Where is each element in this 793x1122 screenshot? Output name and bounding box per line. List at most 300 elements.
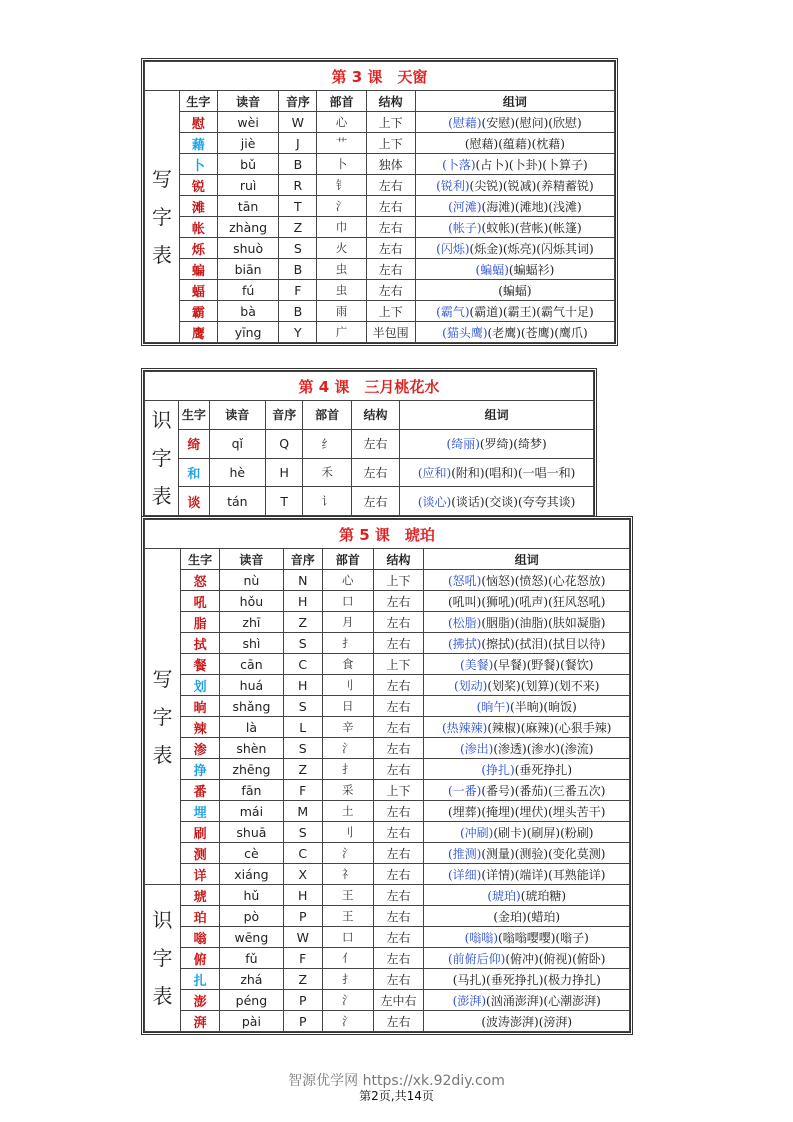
table-row — [145, 843, 630, 864]
character-cell: 和 — [179, 458, 209, 487]
character-cell: 烁 — [179, 238, 217, 259]
word-combinations-cell — [400, 487, 594, 516]
word-combinations-cell — [415, 301, 614, 322]
word-combinations-cell — [400, 458, 594, 487]
word-combinations-cell — [424, 927, 630, 948]
radical-cell: 禾 — [303, 458, 351, 487]
structure-cell: 左右 — [373, 612, 424, 633]
radical-cell: 艹 — [317, 133, 366, 154]
word-list: (擦拭)(拭泪)(拭目以待) — [481, 636, 606, 651]
pinyin-cell: bǔ — [217, 154, 279, 175]
word-combinations-cell — [424, 990, 630, 1011]
column-header: 音序 — [283, 549, 322, 570]
column-header: 部首 — [303, 401, 351, 430]
initial-letter-cell: S — [283, 696, 322, 717]
word-combinations-cell — [424, 801, 630, 822]
structure-cell: 左右 — [373, 759, 424, 780]
character-cell: 俯 — [180, 948, 219, 969]
table-row — [145, 238, 615, 259]
word-combinations-cell — [415, 280, 614, 301]
lesson-5-table — [141, 516, 633, 1035]
initial-letter-cell: Q — [266, 429, 303, 458]
radical-cell: 虫 — [317, 259, 366, 280]
pinyin-cell: wèi — [217, 112, 279, 133]
word-list: (占卜)(卜卦)(卜算子) — [475, 157, 588, 172]
pinyin-cell: ruì — [217, 175, 279, 196]
initial-letter-cell: S — [283, 738, 322, 759]
highlighted-word: (闪烁) — [436, 241, 470, 256]
initial-letter-cell: T — [266, 487, 303, 516]
word-combinations-cell — [424, 696, 630, 717]
initial-letter-cell: H — [283, 675, 322, 696]
structure-cell: 左右 — [366, 280, 415, 301]
column-header: 生字 — [180, 549, 219, 570]
table-row — [145, 280, 615, 301]
highlighted-word: (一番) — [448, 783, 482, 798]
radical-cell: 王 — [322, 906, 373, 927]
word-list: (垂死挣扎) — [514, 762, 573, 777]
character-cell: 怒 — [180, 570, 219, 591]
highlighted-word: (猫头鹰) — [442, 325, 488, 340]
table-row — [145, 1011, 630, 1032]
pinyin-cell: fǔ — [220, 948, 284, 969]
structure-cell: 左右 — [373, 927, 424, 948]
word-combinations-cell — [424, 969, 630, 990]
highlighted-word: (霸气) — [436, 304, 470, 319]
highlighted-word: (拂拭) — [448, 636, 482, 651]
table-row — [145, 675, 630, 696]
structure-cell: 左右 — [373, 843, 424, 864]
column-header: 结构 — [351, 401, 399, 430]
section-label: 写字表 — [145, 549, 181, 885]
pinyin-cell: fú — [217, 280, 279, 301]
word-list: (海滩)(滩地)(浅滩) — [481, 199, 582, 214]
radical-cell: 采 — [322, 780, 373, 801]
table-row — [145, 591, 630, 612]
word-list: (老鹰)(苍鹰)(鹰爪) — [487, 325, 588, 340]
initial-letter-cell: B — [279, 259, 317, 280]
table-row — [145, 175, 615, 196]
initial-letter-cell: Y — [279, 322, 317, 343]
radical-cell: 广 — [317, 322, 366, 343]
word-combinations-cell — [424, 1011, 630, 1032]
character-cell: 鹰 — [179, 322, 217, 343]
character-cell: 蝠 — [179, 280, 217, 301]
pinyin-cell: shuā — [220, 822, 284, 843]
highlighted-word: (渗出) — [460, 741, 494, 756]
column-header: 读音 — [220, 549, 284, 570]
radical-cell: 氵 — [322, 843, 373, 864]
pinyin-cell: zhá — [220, 969, 284, 990]
table-row — [145, 458, 594, 487]
structure-cell: 左右 — [373, 822, 424, 843]
highlighted-word: (应和) — [417, 465, 452, 480]
highlighted-word: (热辣辣) — [442, 720, 488, 735]
word-list: (慰藉)(蕴藉)(枕藉) — [464, 136, 565, 151]
column-header: 组词 — [415, 91, 614, 112]
character-cell: 慰 — [179, 112, 217, 133]
word-combinations-cell — [415, 133, 614, 154]
column-header: 生字 — [179, 91, 217, 112]
highlighted-word: (详细) — [448, 867, 482, 882]
character-cell: 吼 — [180, 591, 219, 612]
initial-letter-cell: H — [266, 458, 303, 487]
character-cell: 澎 — [180, 990, 219, 1011]
column-header: 音序 — [279, 91, 317, 112]
pinyin-cell: hǒu — [220, 591, 284, 612]
highlighted-word: (挣扎) — [481, 762, 515, 777]
character-cell: 刷 — [180, 822, 219, 843]
column-header: 生字 — [179, 401, 209, 430]
pinyin-cell: wēng — [220, 927, 284, 948]
table-row — [145, 948, 630, 969]
column-header: 结构 — [366, 91, 415, 112]
word-combinations-cell — [415, 112, 614, 133]
footer-page-number: 第2页,共14页 — [359, 1089, 434, 1103]
table-row — [145, 196, 615, 217]
radical-cell: 火 — [317, 238, 366, 259]
structure-cell: 左右 — [373, 696, 424, 717]
highlighted-word: (卜落) — [442, 157, 476, 172]
pinyin-cell: hè — [209, 458, 265, 487]
structure-cell: 上下 — [373, 654, 424, 675]
pinyin-cell: tān — [217, 196, 279, 217]
table-row — [145, 259, 615, 280]
word-list: (详情)(端详)(耳熟能详) — [481, 867, 606, 882]
radical-cell: 雨 — [317, 301, 366, 322]
radical-cell: 食 — [322, 654, 373, 675]
character-cell: 拭 — [180, 633, 219, 654]
footer-site[interactable]: 智源优学网 https://xk.92diy.com — [288, 1073, 505, 1089]
table-row — [145, 759, 630, 780]
initial-letter-cell: B — [279, 154, 317, 175]
table-row — [145, 906, 630, 927]
highlighted-word: (绮丽) — [446, 437, 480, 452]
initial-letter-cell: T — [279, 196, 317, 217]
word-list: (渗透)(渗水)(渗流) — [493, 741, 594, 756]
word-list: (蚊帐)(营帐)(帐篷) — [481, 220, 582, 235]
highlighted-word: (冲刷) — [460, 825, 494, 840]
character-cell: 测 — [180, 843, 219, 864]
character-cell: 扎 — [180, 969, 219, 990]
highlighted-word: (帐子) — [448, 220, 482, 235]
word-combinations-cell — [415, 217, 614, 238]
initial-letter-cell: N — [283, 570, 322, 591]
table-row — [145, 133, 615, 154]
word-combinations-cell — [424, 780, 630, 801]
column-header: 组词 — [400, 401, 594, 430]
pinyin-cell: mái — [220, 801, 284, 822]
character-cell: 餐 — [180, 654, 219, 675]
character-cell: 帐 — [179, 217, 217, 238]
radical-cell: 巾 — [317, 217, 366, 238]
radical-cell: 辛 — [322, 717, 373, 738]
word-list: (划桨)(划算)(划不来) — [487, 678, 600, 693]
word-combinations-cell — [424, 717, 630, 738]
character-cell: 霸 — [179, 301, 217, 322]
table-row — [145, 322, 615, 343]
structure-cell: 左右 — [373, 738, 424, 759]
structure-cell: 左右 — [373, 675, 424, 696]
word-combinations-cell — [424, 654, 630, 675]
word-list: (马扎)(垂死挣扎)(极力挣扎) — [452, 972, 601, 987]
column-header: 读音 — [209, 401, 265, 430]
pinyin-cell: péng — [220, 990, 284, 1011]
word-combinations-cell — [415, 238, 614, 259]
highlighted-word: (蝙蝠) — [475, 262, 509, 277]
word-list: (谈话)(交谈)(夸夸其谈) — [451, 494, 576, 509]
column-header: 音序 — [266, 401, 303, 430]
table-row — [145, 696, 630, 717]
word-combinations-cell — [424, 633, 630, 654]
character-cell: 脂 — [180, 612, 219, 633]
word-list: (霸道)(霸王)(霸气十足) — [469, 304, 594, 319]
radical-cell: 氵 — [322, 990, 373, 1011]
structure-cell: 上下 — [366, 133, 415, 154]
radical-cell: 刂 — [322, 822, 373, 843]
structure-cell: 上下 — [366, 112, 415, 133]
radical-cell: 刂 — [322, 675, 373, 696]
word-combinations-cell — [424, 570, 630, 591]
radical-cell: 虫 — [317, 280, 366, 301]
structure-cell: 左右 — [373, 801, 424, 822]
radical-cell: 氵 — [322, 1011, 373, 1032]
character-cell: 挣 — [180, 759, 219, 780]
initial-letter-cell: S — [283, 822, 322, 843]
highlighted-word: (松脂) — [448, 615, 482, 630]
radical-cell: 王 — [322, 885, 373, 906]
radical-cell: 讠 — [303, 487, 351, 516]
word-list: (半晌)(晌饭) — [510, 699, 577, 714]
radical-cell: 扌 — [322, 759, 373, 780]
pinyin-cell: cè — [220, 843, 284, 864]
structure-cell: 左右 — [373, 864, 424, 885]
structure-cell: 左右 — [373, 1011, 424, 1032]
table-row — [145, 112, 615, 133]
highlighted-word: (推测) — [448, 846, 482, 861]
table-row — [145, 801, 630, 822]
word-list: (蝙蝠衫) — [508, 262, 555, 277]
highlighted-word: (嗡嗡) — [464, 930, 499, 945]
lesson-title: 第 4 课 三月桃花水 — [145, 372, 594, 401]
structure-cell: 左右 — [373, 906, 424, 927]
radical-cell: 扌 — [322, 969, 373, 990]
initial-letter-cell: Z — [283, 969, 322, 990]
highlighted-word: (前俯后仰) — [448, 951, 506, 966]
character-cell: 划 — [180, 675, 219, 696]
word-list: (琥珀糖) — [520, 888, 567, 903]
table-row — [145, 612, 630, 633]
initial-letter-cell: Z — [283, 612, 322, 633]
character-cell: 蝙 — [179, 259, 217, 280]
word-combinations-cell — [400, 429, 594, 458]
table-row — [145, 301, 615, 322]
initial-letter-cell: Z — [283, 759, 322, 780]
word-combinations-cell — [424, 906, 630, 927]
table-row — [145, 570, 630, 591]
character-cell: 锐 — [179, 175, 217, 196]
structure-cell: 左右 — [351, 487, 399, 516]
pinyin-cell: qǐ — [209, 429, 265, 458]
structure-cell: 半包围 — [366, 322, 415, 343]
initial-letter-cell: J — [279, 133, 317, 154]
character-cell: 绮 — [179, 429, 209, 458]
highlighted-word: (琥珀) — [487, 888, 521, 903]
initial-letter-cell: S — [279, 238, 317, 259]
word-list: (汹涌澎湃)(心潮澎湃) — [486, 993, 601, 1008]
pinyin-cell: zhī — [220, 612, 284, 633]
initial-letter-cell: M — [283, 801, 322, 822]
structure-cell: 左右 — [366, 259, 415, 280]
character-cell: 渗 — [180, 738, 219, 759]
initial-letter-cell: C — [283, 843, 322, 864]
initial-letter-cell: S — [283, 633, 322, 654]
initial-letter-cell: H — [283, 885, 322, 906]
structure-cell: 上下 — [373, 570, 424, 591]
initial-letter-cell: X — [283, 864, 322, 885]
initial-letter-cell: P — [283, 990, 322, 1011]
lesson-3-table — [141, 58, 618, 346]
word-list: (嗡嗡嘤嘤)(嗡子) — [498, 930, 589, 945]
radical-cell: 日 — [322, 696, 373, 717]
pinyin-cell: pài — [220, 1011, 284, 1032]
radical-cell: 扌 — [322, 633, 373, 654]
pinyin-cell: shì — [220, 633, 284, 654]
word-list: (金珀)(蜡珀) — [493, 909, 561, 924]
radical-cell: 心 — [317, 112, 366, 133]
structure-cell: 左右 — [351, 429, 399, 458]
table-row — [145, 990, 630, 1011]
section-label: 识字表 — [145, 401, 179, 516]
word-list: (安慰)(慰问)(欣慰) — [481, 115, 582, 130]
character-cell: 谈 — [179, 487, 209, 516]
section-label: 写字表 — [145, 91, 180, 343]
column-header: 结构 — [373, 549, 424, 570]
character-cell: 埋 — [180, 801, 219, 822]
pinyin-cell: shuò — [217, 238, 279, 259]
word-combinations-cell — [415, 322, 614, 343]
pinyin-cell: hǔ — [220, 885, 284, 906]
pinyin-cell: jiè — [217, 133, 279, 154]
pinyin-cell: biān — [217, 259, 279, 280]
table-row — [145, 487, 594, 516]
column-header: 部首 — [317, 91, 366, 112]
initial-letter-cell: P — [283, 1011, 322, 1032]
column-header: 读音 — [217, 91, 279, 112]
word-list: (刷卡)(刷屏)(粉刷) — [493, 825, 594, 840]
structure-cell: 左右 — [366, 196, 415, 217]
table-row — [145, 780, 630, 801]
word-combinations-cell — [415, 175, 614, 196]
initial-letter-cell: Z — [279, 217, 317, 238]
column-header: 组词 — [424, 549, 630, 570]
initial-letter-cell: W — [279, 112, 317, 133]
table-row — [145, 217, 615, 238]
pinyin-cell: cān — [220, 654, 284, 675]
highlighted-word: (锐利) — [436, 178, 470, 193]
highlighted-word: (怒吼) — [448, 573, 482, 588]
word-list: (俯冲)(俯视)(俯卧) — [505, 951, 606, 966]
character-cell: 琥 — [180, 885, 219, 906]
section-label: 识字表 — [145, 885, 181, 1032]
word-combinations-cell — [424, 864, 630, 885]
word-list: (恼怒)(愤怒)(心花怒放) — [481, 573, 606, 588]
highlighted-word: (澎湃) — [452, 993, 487, 1008]
pinyin-cell: nù — [220, 570, 284, 591]
structure-cell: 左右 — [351, 458, 399, 487]
pinyin-cell: xiáng — [220, 864, 284, 885]
table-row — [145, 738, 630, 759]
highlighted-word: (谈心) — [417, 494, 452, 509]
initial-letter-cell: B — [279, 301, 317, 322]
radical-cell: 亻 — [322, 948, 373, 969]
word-combinations-cell — [424, 885, 630, 906]
pinyin-cell: shèn — [220, 738, 284, 759]
pinyin-cell: huá — [220, 675, 284, 696]
character-cell: 番 — [180, 780, 219, 801]
word-list: (吼叫)(狮吼)(吼声)(狂风怒吼) — [448, 594, 606, 609]
table-row — [145, 429, 594, 458]
radical-cell: 礻 — [322, 864, 373, 885]
table-row — [145, 885, 630, 906]
pinyin-cell: yīng — [217, 322, 279, 343]
structure-cell: 左右 — [373, 969, 424, 990]
radical-cell: 卜 — [317, 154, 366, 175]
initial-letter-cell: F — [279, 280, 317, 301]
character-cell: 滩 — [179, 196, 217, 217]
structure-cell: 左右 — [373, 717, 424, 738]
word-combinations-cell — [424, 738, 630, 759]
radical-cell: 氵 — [322, 738, 373, 759]
structure-cell: 左中右 — [373, 990, 424, 1011]
pinyin-cell: shǎng — [220, 696, 284, 717]
initial-letter-cell: R — [279, 175, 317, 196]
word-combinations-cell — [415, 196, 614, 217]
initial-letter-cell: W — [283, 927, 322, 948]
word-list: (尖锐)(锐减)(养精蓄锐) — [469, 178, 594, 193]
pinyin-cell: fān — [220, 780, 284, 801]
pinyin-cell: pò — [220, 906, 284, 927]
structure-cell: 左右 — [366, 175, 415, 196]
table-row — [145, 969, 630, 990]
lesson-title: 第 5 课 琥珀 — [145, 520, 630, 549]
word-list: (番号)(番茄)(三番五次) — [481, 783, 606, 798]
word-combinations-cell — [424, 948, 630, 969]
table-row — [145, 654, 630, 675]
word-combinations-cell — [424, 612, 630, 633]
word-combinations-cell — [424, 759, 630, 780]
structure-cell: 左右 — [366, 238, 415, 259]
highlighted-word: (美餐) — [460, 657, 494, 672]
structure-cell: 左右 — [373, 948, 424, 969]
radical-cell: 心 — [322, 570, 373, 591]
structure-cell: 左右 — [373, 591, 424, 612]
table-row — [145, 633, 630, 654]
initial-letter-cell: F — [283, 780, 322, 801]
radical-cell: 口 — [322, 927, 373, 948]
initial-letter-cell: P — [283, 906, 322, 927]
character-cell: 珀 — [180, 906, 219, 927]
character-cell: 晌 — [180, 696, 219, 717]
initial-letter-cell: C — [283, 654, 322, 675]
highlighted-word: (晌午) — [476, 699, 511, 714]
highlighted-word: (河滩) — [448, 199, 482, 214]
initial-letter-cell: L — [283, 717, 322, 738]
word-combinations-cell — [415, 154, 614, 175]
structure-cell: 独体 — [366, 154, 415, 175]
lesson-title: 第 3 课 天窗 — [145, 62, 615, 91]
character-cell: 详 — [180, 864, 219, 885]
